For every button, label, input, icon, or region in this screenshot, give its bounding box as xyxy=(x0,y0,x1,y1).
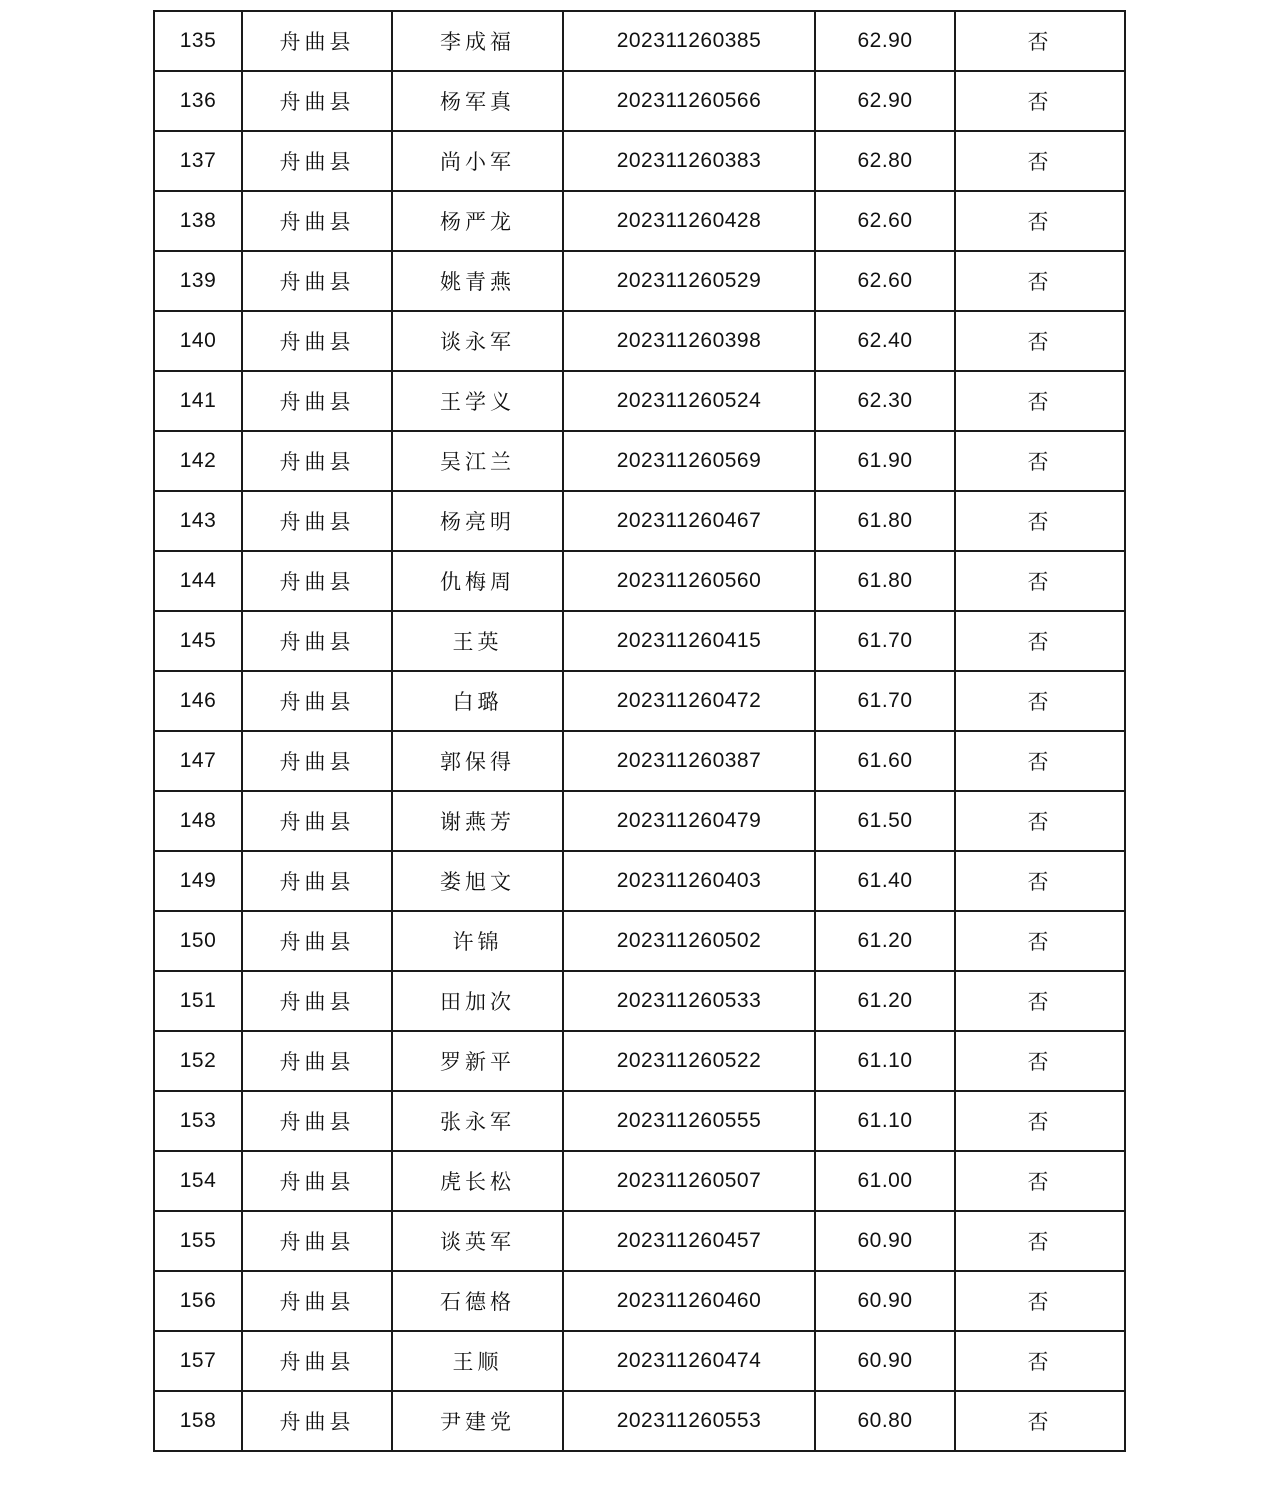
name-cell: 白璐 xyxy=(392,671,563,731)
score-cell: 60.80 xyxy=(815,1391,955,1451)
county-cell: 舟曲县 xyxy=(242,1031,392,1091)
serial-cell: 139 xyxy=(154,251,242,311)
score-cell: 61.60 xyxy=(815,731,955,791)
county-cell: 舟曲县 xyxy=(242,371,392,431)
name-cell: 娄旭文 xyxy=(392,851,563,911)
score-cell: 62.90 xyxy=(815,11,955,71)
serial-cell: 152 xyxy=(154,1031,242,1091)
ticket-number-cell: 202311260502 xyxy=(563,911,815,971)
score-cell: 61.80 xyxy=(815,491,955,551)
serial-cell: 147 xyxy=(154,731,242,791)
ticket-number-cell: 202311260529 xyxy=(563,251,815,311)
ticket-number-cell: 202311260383 xyxy=(563,131,815,191)
name-cell: 王学义 xyxy=(392,371,563,431)
county-cell: 舟曲县 xyxy=(242,1331,392,1391)
score-cell: 62.60 xyxy=(815,191,955,251)
status-cell: 否 xyxy=(955,851,1125,911)
score-cell: 61.80 xyxy=(815,551,955,611)
table-row xyxy=(154,1031,1125,1091)
county-cell: 舟曲县 xyxy=(242,1151,392,1211)
status-cell: 否 xyxy=(955,1211,1125,1271)
status-cell: 否 xyxy=(955,971,1125,1031)
table-row xyxy=(154,971,1125,1031)
status-cell: 否 xyxy=(955,491,1125,551)
score-cell: 60.90 xyxy=(815,1331,955,1391)
results-table xyxy=(153,10,1126,1452)
score-cell: 61.10 xyxy=(815,1091,955,1151)
ticket-number-cell: 202311260507 xyxy=(563,1151,815,1211)
status-cell: 否 xyxy=(955,191,1125,251)
score-cell: 61.40 xyxy=(815,851,955,911)
ticket-number-cell: 202311260569 xyxy=(563,431,815,491)
ticket-number-cell: 202311260524 xyxy=(563,371,815,431)
score-cell: 62.60 xyxy=(815,251,955,311)
serial-cell: 155 xyxy=(154,1211,242,1271)
ticket-number-cell: 202311260460 xyxy=(563,1271,815,1331)
table-row xyxy=(154,311,1125,371)
name-cell: 姚青燕 xyxy=(392,251,563,311)
status-cell: 否 xyxy=(955,131,1125,191)
serial-cell: 137 xyxy=(154,131,242,191)
table-row xyxy=(154,611,1125,671)
score-cell: 61.70 xyxy=(815,611,955,671)
name-cell: 王顺 xyxy=(392,1331,563,1391)
status-cell: 否 xyxy=(955,371,1125,431)
table-row xyxy=(154,1091,1125,1151)
county-cell: 舟曲县 xyxy=(242,851,392,911)
county-cell: 舟曲县 xyxy=(242,671,392,731)
results-table-body xyxy=(154,11,1125,1451)
status-cell: 否 xyxy=(955,431,1125,491)
score-cell: 61.20 xyxy=(815,911,955,971)
status-cell: 否 xyxy=(955,1031,1125,1091)
table-row xyxy=(154,11,1125,71)
serial-cell: 148 xyxy=(154,791,242,851)
serial-cell: 156 xyxy=(154,1271,242,1331)
ticket-number-cell: 202311260457 xyxy=(563,1211,815,1271)
status-cell: 否 xyxy=(955,611,1125,671)
table-row xyxy=(154,71,1125,131)
name-cell: 杨军真 xyxy=(392,71,563,131)
county-cell: 舟曲县 xyxy=(242,971,392,1031)
name-cell: 尹建党 xyxy=(392,1391,563,1451)
score-cell: 61.00 xyxy=(815,1151,955,1211)
ticket-number-cell: 202311260472 xyxy=(563,671,815,731)
ticket-number-cell: 202311260398 xyxy=(563,311,815,371)
status-cell: 否 xyxy=(955,731,1125,791)
ticket-number-cell: 202311260385 xyxy=(563,11,815,71)
table-row xyxy=(154,671,1125,731)
status-cell: 否 xyxy=(955,1271,1125,1331)
serial-cell: 158 xyxy=(154,1391,242,1451)
ticket-number-cell: 202311260428 xyxy=(563,191,815,251)
county-cell: 舟曲县 xyxy=(242,191,392,251)
name-cell: 王英 xyxy=(392,611,563,671)
county-cell: 舟曲县 xyxy=(242,611,392,671)
county-cell: 舟曲县 xyxy=(242,1271,392,1331)
score-cell: 62.40 xyxy=(815,311,955,371)
serial-cell: 149 xyxy=(154,851,242,911)
status-cell: 否 xyxy=(955,791,1125,851)
ticket-number-cell: 202311260479 xyxy=(563,791,815,851)
ticket-number-cell: 202311260522 xyxy=(563,1031,815,1091)
ticket-number-cell: 202311260566 xyxy=(563,71,815,131)
status-cell: 否 xyxy=(955,251,1125,311)
county-cell: 舟曲县 xyxy=(242,251,392,311)
table-row xyxy=(154,851,1125,911)
status-cell: 否 xyxy=(955,1331,1125,1391)
county-cell: 舟曲县 xyxy=(242,1391,392,1451)
score-cell: 62.30 xyxy=(815,371,955,431)
serial-cell: 135 xyxy=(154,11,242,71)
status-cell: 否 xyxy=(955,311,1125,371)
name-cell: 罗新平 xyxy=(392,1031,563,1091)
name-cell: 李成福 xyxy=(392,11,563,71)
score-cell: 62.90 xyxy=(815,71,955,131)
county-cell: 舟曲县 xyxy=(242,1211,392,1271)
score-cell: 61.70 xyxy=(815,671,955,731)
table-row xyxy=(154,491,1125,551)
county-cell: 舟曲县 xyxy=(242,71,392,131)
serial-cell: 136 xyxy=(154,71,242,131)
status-cell: 否 xyxy=(955,551,1125,611)
status-cell: 否 xyxy=(955,1091,1125,1151)
table-row xyxy=(154,1391,1125,1451)
ticket-number-cell: 202311260467 xyxy=(563,491,815,551)
name-cell: 虎长松 xyxy=(392,1151,563,1211)
serial-cell: 150 xyxy=(154,911,242,971)
serial-cell: 151 xyxy=(154,971,242,1031)
ticket-number-cell: 202311260415 xyxy=(563,611,815,671)
serial-cell: 142 xyxy=(154,431,242,491)
serial-cell: 145 xyxy=(154,611,242,671)
county-cell: 舟曲县 xyxy=(242,791,392,851)
table-row xyxy=(154,251,1125,311)
serial-cell: 138 xyxy=(154,191,242,251)
table-row xyxy=(154,791,1125,851)
serial-cell: 140 xyxy=(154,311,242,371)
ticket-number-cell: 202311260533 xyxy=(563,971,815,1031)
serial-cell: 141 xyxy=(154,371,242,431)
name-cell: 吴江兰 xyxy=(392,431,563,491)
serial-cell: 154 xyxy=(154,1151,242,1211)
name-cell: 谈永军 xyxy=(392,311,563,371)
name-cell: 谈英军 xyxy=(392,1211,563,1271)
table-row xyxy=(154,431,1125,491)
score-cell: 62.80 xyxy=(815,131,955,191)
name-cell: 田加次 xyxy=(392,971,563,1031)
ticket-number-cell: 202311260387 xyxy=(563,731,815,791)
name-cell: 谢燕芳 xyxy=(392,791,563,851)
ticket-number-cell: 202311260403 xyxy=(563,851,815,911)
score-cell: 61.20 xyxy=(815,971,955,1031)
ticket-number-cell: 202311260553 xyxy=(563,1391,815,1451)
county-cell: 舟曲县 xyxy=(242,911,392,971)
table-row xyxy=(154,371,1125,431)
score-cell: 61.90 xyxy=(815,431,955,491)
name-cell: 杨亮明 xyxy=(392,491,563,551)
table-row xyxy=(154,731,1125,791)
serial-cell: 153 xyxy=(154,1091,242,1151)
score-cell: 60.90 xyxy=(815,1271,955,1331)
score-cell: 61.50 xyxy=(815,791,955,851)
serial-cell: 144 xyxy=(154,551,242,611)
name-cell: 尚小军 xyxy=(392,131,563,191)
serial-cell: 143 xyxy=(154,491,242,551)
county-cell: 舟曲县 xyxy=(242,131,392,191)
table-row xyxy=(154,191,1125,251)
table-row xyxy=(154,1331,1125,1391)
name-cell: 张永军 xyxy=(392,1091,563,1151)
table-row xyxy=(154,131,1125,191)
table-row xyxy=(154,1151,1125,1211)
county-cell: 舟曲县 xyxy=(242,491,392,551)
county-cell: 舟曲县 xyxy=(242,1091,392,1151)
score-cell: 60.90 xyxy=(815,1211,955,1271)
county-cell: 舟曲县 xyxy=(242,731,392,791)
table-row xyxy=(154,911,1125,971)
county-cell: 舟曲县 xyxy=(242,431,392,491)
status-cell: 否 xyxy=(955,671,1125,731)
name-cell: 石德格 xyxy=(392,1271,563,1331)
name-cell: 仇梅周 xyxy=(392,551,563,611)
name-cell: 杨严龙 xyxy=(392,191,563,251)
score-cell: 61.10 xyxy=(815,1031,955,1091)
status-cell: 否 xyxy=(955,71,1125,131)
table-row xyxy=(154,1211,1125,1271)
status-cell: 否 xyxy=(955,1391,1125,1451)
ticket-number-cell: 202311260555 xyxy=(563,1091,815,1151)
serial-cell: 157 xyxy=(154,1331,242,1391)
status-cell: 否 xyxy=(955,911,1125,971)
county-cell: 舟曲县 xyxy=(242,551,392,611)
table-row xyxy=(154,551,1125,611)
status-cell: 否 xyxy=(955,11,1125,71)
ticket-number-cell: 202311260560 xyxy=(563,551,815,611)
ticket-number-cell: 202311260474 xyxy=(563,1331,815,1391)
status-cell: 否 xyxy=(955,1151,1125,1211)
table-row xyxy=(154,1271,1125,1331)
county-cell: 舟曲县 xyxy=(242,11,392,71)
serial-cell: 146 xyxy=(154,671,242,731)
name-cell: 许锦 xyxy=(392,911,563,971)
name-cell: 郭保得 xyxy=(392,731,563,791)
county-cell: 舟曲县 xyxy=(242,311,392,371)
